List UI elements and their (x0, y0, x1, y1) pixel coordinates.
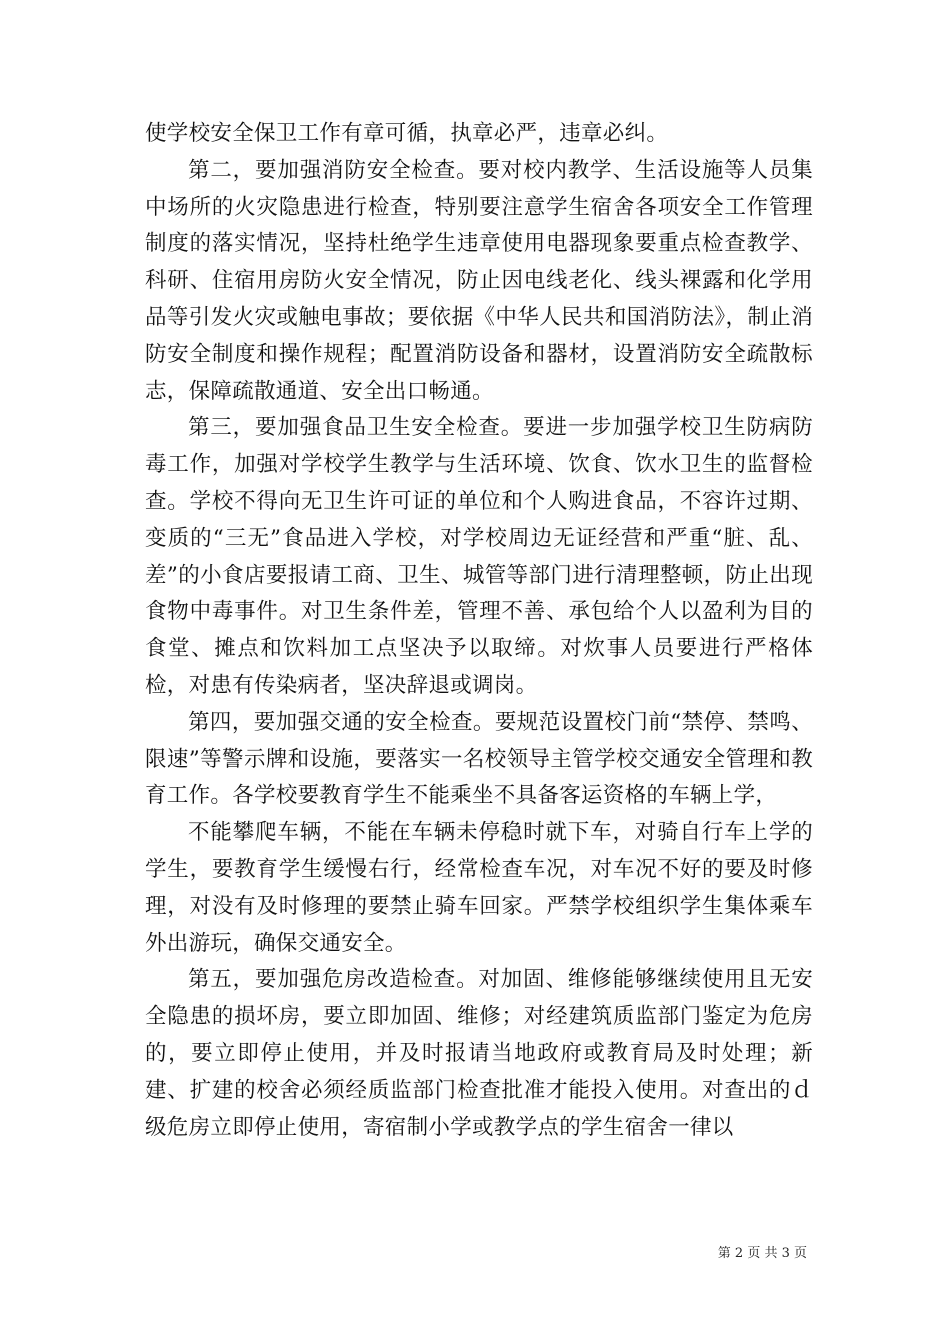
paragraph-traffic-safety-cont: 不能攀爬车辆，不能在车辆未停稳时就下车，对骑自行车上学的学生，要教育学生缓慢右行，经常检查车况，对车况不好的要及时修理，对没有及时修理的要禁止骑车回家。严禁学校组织学生集体乘车外出游玩，确保交通安全。 (145, 820, 813, 956)
paragraph-fire-safety: 第二，要加强消防安全检查。要对校内教学、生活设施等人员集中场所的火灾隐患进行检查，特别要注意学生宿舍各项安全工作管理制度的落实情况，坚持杜绝学生违章使用电器现象要重点检查教学、科研、住宿用房防火安全情况，防止因电线老化、线头裸露和化学用品等引发火灾或触电事故；要依据《中华人民共和国消防法》，制止消防安全制度和操作规程；配置消防设备和器材，设置消防安全疏散标志，保障疏散通道、安全出口畅通。 (145, 157, 813, 404)
paragraph-food-hygiene: 第三，要加强食品卫生安全检查。要进一步加强学校卫生防病防毒工作，加强对学校学生教学与生活环境、饮食、饮水卫生的监督检查。学校不得向无卫生许可证的单位和个人购进食品，不容许过期、变质的“三无”食品进入学校，对学校周边无证经营和严重“脏、乱、差”的小食店要报请工商、卫生、城管等部门进行清理整顿，防止出现食物中毒事件。对卫生条件差，管理不善、承包给个人以盈利为目的食堂、摊点和饮料加工点坚决予以取缔。对炊事人员要进行严格体检，对患有传染病者，坚决辞退或调岗。 (145, 415, 813, 698)
page-number: 第 2 页 共 3 页 (717, 1246, 807, 1261)
paragraph-dangerous-buildings: 第五，要加强危房改造检查。对加固、维修能够继续使用且无安全隐患的损坏房，要立即加固、维修；对经建筑质监部门鉴定为危房的，要立即停止使用，并及时报请当地政府或教育局及时处理；新建、扩建的校舍必须经质监部门检查批准才能投入使用。对查出的ｄ级危房立即停止使用，寄宿制小学或教学点的学生宿舍一律以 (145, 967, 813, 1140)
paragraph-traffic-safety: 第四，要加强交通的安全检查。要规范设置校门前“禁停、禁鸣、限速”等警示牌和设施，要落实一名校领导主管学校交通安全管理和教育工作。各学校要教育学生不能乘坐不具备客运资格的车辆上学， (145, 709, 813, 809)
paragraph-continuation: 使学校安全保卫工作有章可循，执章必严，违章必纠。 (145, 121, 669, 146)
document-body (145, 116, 813, 1146)
